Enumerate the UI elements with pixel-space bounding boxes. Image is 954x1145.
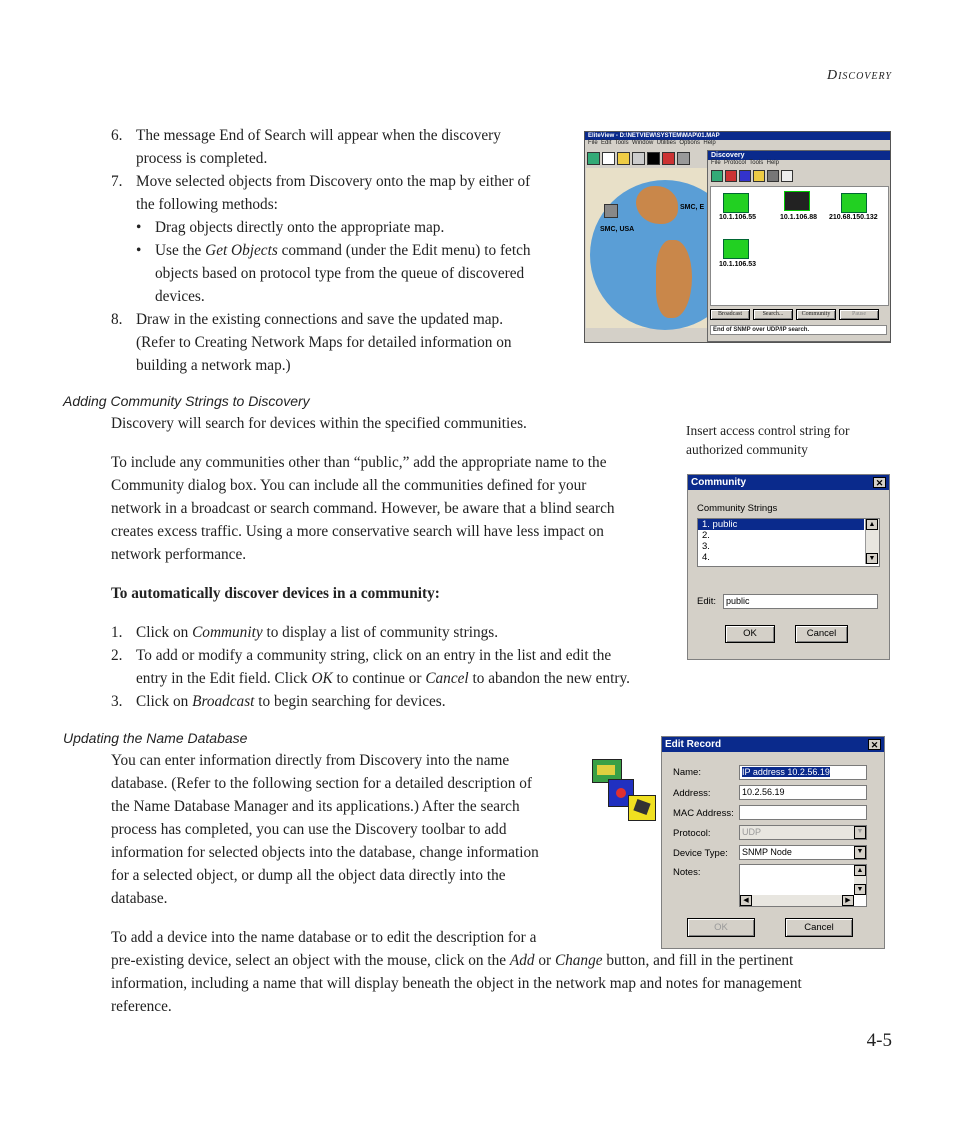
outer-menu-bar	[585, 140, 890, 149]
section-heading: Adding Community Strings to Discovery	[63, 393, 310, 409]
notes-textarea[interactable]	[739, 864, 867, 907]
procedure-heading: To automatically discover devices in a community:	[111, 585, 440, 602]
discovery-button-row	[710, 309, 888, 321]
list-text: entry in the Edit field. Click	[136, 670, 312, 687]
device-label: 10.1.106.53	[719, 261, 756, 268]
list-number: 6.	[111, 127, 123, 144]
menu-item[interactable]: Help	[766, 160, 779, 166]
list-number: 3.	[111, 693, 123, 710]
toolbar-icon[interactable]	[587, 152, 600, 165]
list-item	[111, 690, 701, 713]
device-label: 10.1.106.88	[780, 214, 817, 221]
paragraph-line: for a selected object, or dump all the object data directly into the	[111, 867, 506, 884]
menu-item[interactable]: Options	[679, 140, 701, 146]
community-button[interactable]: Community	[796, 309, 836, 320]
paragraph-line: process has completed, you can use the Discovery toolbar to add	[111, 821, 507, 838]
protocol-select[interactable]	[739, 825, 867, 840]
scrollbar[interactable]	[865, 519, 879, 564]
scroll-down-icon[interactable]: ▼	[866, 553, 878, 564]
toolbar-icon[interactable]	[662, 152, 675, 165]
broadcast-button[interactable]: Broadcast	[710, 309, 750, 320]
list-emphasis: Community	[192, 624, 263, 641]
toolbar-icon[interactable]	[632, 152, 645, 165]
menu-item[interactable]: Help	[703, 140, 716, 146]
section1-body	[111, 412, 681, 605]
edit-label: Edit:	[697, 596, 717, 607]
cancel-button[interactable]: Cancel	[785, 918, 853, 937]
device-icon[interactable]	[784, 191, 810, 211]
add-icon-detail	[597, 765, 615, 775]
paragraph-line: network in a broadcast or search command. However, be aware that a blind search	[111, 500, 615, 517]
search-button[interactable]: Search...	[753, 309, 793, 320]
list-text: to display a list of community strings.	[262, 624, 499, 641]
paragraph-emphasis: Change	[554, 952, 603, 969]
close-icon[interactable]: ✕	[873, 477, 886, 488]
paragraph-line: To include any communities other than “public,” add the appropriate name to the	[111, 454, 607, 471]
scroll-up-icon[interactable]: ▲	[866, 519, 878, 530]
device-type-value: SNMP Node	[742, 847, 792, 857]
toolbar-icons-figure	[592, 757, 658, 821]
device-label: 210.68.150.132	[829, 214, 878, 221]
list-item	[111, 170, 591, 216]
dialog-title	[688, 475, 889, 490]
discovery-screenshot	[584, 131, 891, 343]
list-item-selected[interactable]: 1. public	[698, 519, 864, 530]
paragraph-text: or	[534, 952, 555, 969]
pause-button[interactable]: Pause	[839, 309, 879, 320]
list-number: 2.	[111, 647, 123, 664]
list-item	[111, 124, 591, 170]
toolbar-icon[interactable]	[677, 152, 690, 165]
dump-icon-detail	[633, 799, 650, 815]
menu-item[interactable]: Utilities	[656, 140, 676, 146]
list-text: Click on	[136, 693, 193, 710]
ok-button[interactable]: OK	[725, 625, 775, 643]
device-icon[interactable]	[723, 239, 749, 259]
list-item[interactable]: 3.	[702, 541, 710, 552]
bullet-item	[136, 216, 591, 239]
discovered-objects-pane[interactable]	[710, 186, 889, 306]
list-number: 1.	[111, 624, 123, 641]
list-item	[111, 308, 591, 377]
edit-record-dialog	[661, 736, 885, 949]
dialog-title-text: Community	[691, 477, 746, 488]
scroll-left-icon[interactable]: ◀	[740, 895, 752, 906]
list-text: Click on	[136, 624, 193, 641]
device-icon[interactable]	[723, 193, 749, 213]
list-text: to begin searching for devices.	[254, 693, 446, 710]
inner-window-title: Discovery	[708, 151, 890, 160]
list-text: to continue or	[332, 670, 426, 687]
change-icon[interactable]	[739, 170, 751, 182]
paragraph-line: You can enter information directly from Discovery into the name	[111, 752, 510, 769]
figure-caption: Insert access control string for authorized community	[686, 423, 850, 457]
list-text: to abandon the new entry.	[468, 670, 630, 687]
list-emphasis: OK	[311, 670, 333, 687]
bullet-text: Use the	[155, 242, 206, 259]
paragraph-line: information for selected objects into the database, change information	[111, 844, 539, 861]
bullet-emphasis: Get Objects	[205, 242, 278, 259]
dump-icon[interactable]	[753, 170, 765, 182]
list-item	[111, 644, 701, 690]
paragraph-line: information, including a name that will display beneath the object in the network map and notes for management	[111, 975, 802, 992]
chevron-down-icon[interactable]: ▼	[854, 826, 866, 839]
list-label: Community Strings	[697, 503, 778, 514]
list-item[interactable]: 4.	[702, 552, 710, 563]
paragraph-text: pre-existing device, select an object with the mouse, click on the	[111, 952, 510, 969]
list-text: the following methods:	[136, 196, 278, 213]
list-emphasis: Cancel	[425, 670, 469, 687]
community-list[interactable]	[697, 518, 880, 567]
change-icon-detail	[616, 788, 626, 798]
toolbar-icon[interactable]	[617, 152, 630, 165]
paragraph-line: network performance.	[111, 546, 247, 563]
mac-address-label: MAC Address:	[673, 808, 734, 819]
bullet-text: command (under the Edit menu) to fetch	[277, 242, 531, 259]
paragraph-line: the Name Database Manager and its applications.) After the search	[111, 798, 520, 815]
discovery-window	[707, 150, 891, 342]
menu-item[interactable]: Tools	[749, 160, 764, 166]
toolbar-icon[interactable]	[647, 152, 660, 165]
name-input[interactable]	[739, 765, 867, 780]
map-area[interactable]	[586, 168, 708, 328]
map-node-icon[interactable]	[604, 204, 618, 218]
procedure-list	[111, 621, 701, 713]
delete-icon[interactable]	[725, 170, 737, 182]
scroll-up-icon[interactable]: ▲	[854, 865, 866, 876]
inner-menu-bar	[708, 160, 890, 168]
paragraph-emphasis: Add	[509, 952, 535, 969]
list-text: Move selected objects from Discovery onto the map by either of	[136, 173, 531, 190]
numbered-list-top	[111, 124, 591, 377]
dump-icon	[628, 795, 656, 821]
paragraph: Discovery will search for devices within the specified communities.	[111, 415, 527, 432]
bullet-item	[136, 239, 591, 308]
list-item[interactable]: 2.	[702, 530, 710, 541]
paragraph-line: To add a device into the name database or to edit the description for a	[111, 929, 537, 946]
filter-icon[interactable]	[767, 170, 779, 182]
address-label: Address:	[673, 788, 711, 799]
list-text: building a network map.)	[136, 357, 291, 374]
paragraph-line: database.	[111, 890, 168, 907]
help-icon[interactable]	[781, 170, 793, 182]
protocol-label: Protocol:	[673, 828, 711, 839]
name-input-value: IP address 10.2.56.19	[742, 767, 830, 777]
device-icon[interactable]	[841, 193, 867, 213]
section2-body-wide	[111, 949, 901, 1018]
list-number: 8.	[111, 311, 123, 328]
vertical-scrollbar[interactable]	[854, 865, 866, 895]
list-number: 7.	[111, 173, 123, 190]
chevron-down-icon[interactable]: ▼	[854, 846, 866, 859]
community-dialog	[687, 474, 890, 660]
add-icon[interactable]	[711, 170, 723, 182]
bullet-text: objects based on protocol type from the queue of discovered	[155, 265, 525, 282]
list-text: process is completed.	[136, 150, 268, 167]
list-text: The message End of Search will appear when the discovery	[136, 127, 501, 144]
outer-toolbar	[587, 152, 705, 166]
device-type-select[interactable]	[739, 845, 867, 860]
scroll-down-icon[interactable]: ▼	[854, 884, 866, 895]
map-label: SMC, USA	[600, 226, 635, 233]
paragraph-text: button, and fill in the pertinent	[602, 952, 794, 969]
device-label: 10.1.106.55	[719, 214, 756, 221]
menu-item[interactable]: Tools	[614, 140, 629, 146]
toolbar-icon[interactable]	[602, 152, 615, 165]
section-heading: Updating the Name Database	[63, 730, 248, 746]
notes-label: Notes:	[673, 867, 701, 878]
map-label: SMC, E	[680, 204, 705, 211]
ok-button[interactable]: OK	[687, 918, 755, 937]
menu-item[interactable]: Protocol	[724, 160, 747, 166]
paragraph-line: database. (Refer to the following section for a detailed description of	[111, 775, 532, 792]
menu-item[interactable]: File	[588, 140, 598, 146]
address-input[interactable]: 10.2.56.19	[739, 785, 867, 800]
dialog-title-text: Edit Record	[665, 739, 722, 750]
status-bar: End of SNMP over UDP/IP search.	[710, 325, 887, 335]
paragraph-line: Community dialog box. You can include all the communities defined for your	[111, 477, 587, 494]
paragraph-line: creates excess traffic. Using a more conservative search will have less impact on	[111, 523, 604, 540]
close-icon[interactable]: ✕	[868, 739, 881, 750]
discovery-toolbar	[708, 168, 890, 184]
menu-item[interactable]: Window	[631, 140, 654, 146]
list-text: (Refer to Creating Network Maps for detailed information on	[136, 334, 512, 351]
device-type-label: Device Type:	[673, 848, 728, 859]
list-emphasis: Broadcast	[192, 693, 255, 710]
menu-item[interactable]: Edit	[601, 140, 612, 146]
page-number: 4-5	[866, 1030, 892, 1051]
mac-address-input[interactable]	[739, 805, 867, 820]
scroll-right-icon[interactable]: ▶	[842, 895, 854, 906]
bullet-text: devices.	[155, 288, 205, 305]
horizontal-scrollbar[interactable]	[740, 895, 854, 906]
running-header: Discovery	[826, 68, 892, 83]
bullet-text: Drag objects directly onto the appropriate map.	[155, 219, 445, 236]
protocol-value: UDP	[742, 827, 762, 837]
list-text: Draw in the existing connections and save the updated map.	[136, 311, 504, 328]
bullet-symbol: •	[136, 219, 142, 236]
paragraph-line: reference.	[111, 998, 172, 1015]
paragraph	[111, 451, 681, 566]
name-label: Name:	[673, 767, 701, 778]
section2-body	[111, 749, 591, 949]
window-title: EliteView - D:\NETVIEW\SYSTEM\MAP\01.MAP	[585, 132, 890, 140]
dialog-title	[662, 737, 884, 752]
cancel-button[interactable]: Cancel	[795, 625, 848, 643]
bullet-symbol: •	[136, 242, 142, 259]
list-item	[111, 621, 701, 644]
menu-item[interactable]: File	[711, 160, 721, 166]
edit-field[interactable]: public	[723, 594, 878, 609]
list-text: To add or modify a community string, click on an entry in the list and edit the	[136, 647, 612, 664]
